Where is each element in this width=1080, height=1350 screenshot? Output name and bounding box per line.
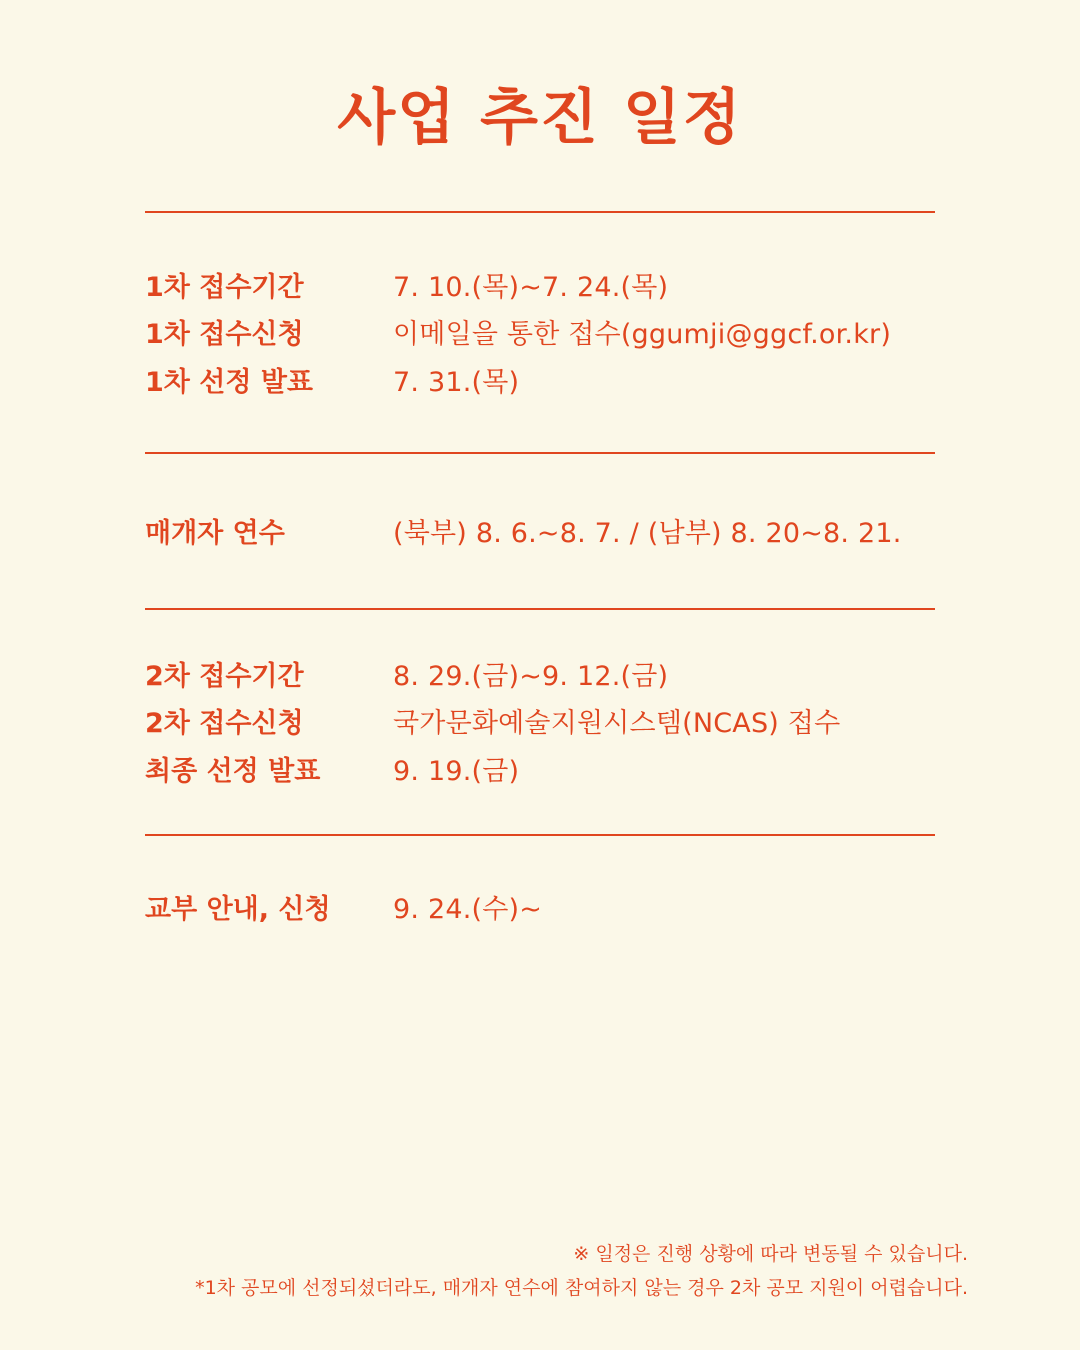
schedule-label: 최종 선정 발표: [145, 756, 321, 787]
schedule-value: 8. 29.(금)~9. 12.(금): [393, 661, 669, 692]
divider: [145, 452, 935, 454]
page-title: 사업 추진 일정: [337, 83, 743, 153]
divider: [145, 834, 935, 836]
schedule-value: 7. 31.(목): [393, 367, 520, 398]
schedule-value: 9. 24.(수)~: [393, 894, 543, 925]
schedule-label: 2차 접수신청: [145, 708, 304, 739]
footnote: ※ 일정은 진행 상황에 따라 변동될 수 있습니다.: [573, 1243, 968, 1265]
schedule-value: (북부) 8. 6.~8. 7. / (남부) 8. 20~8. 21.: [393, 518, 902, 549]
footnote: *1차 공모에 선정되셨더라도, 매개자 연수에 참여하지 않는 경우 2차 공모 지원이 어렵습니다.: [195, 1277, 968, 1299]
schedule-label: 1차 선정 발표: [145, 367, 313, 398]
schedule-value: 이메일을 통한 접수(ggumji@ggcf.or.kr): [393, 319, 892, 350]
schedule-value: 7. 10.(목)~7. 24.(목): [393, 272, 669, 303]
schedule-label: 교부 안내, 신청: [145, 894, 331, 925]
schedule-value: 9. 19.(금): [393, 756, 520, 787]
divider: [145, 211, 935, 213]
schedule-label: 1차 접수기간: [145, 272, 304, 303]
schedule-label: 1차 접수신청: [145, 319, 304, 350]
schedule-label: 매개자 연수: [145, 518, 285, 549]
schedule-label: 2차 접수기간: [145, 661, 304, 692]
divider: [145, 608, 935, 610]
schedule-value: 국가문화예술지원시스템(NCAS) 접수: [393, 708, 841, 739]
